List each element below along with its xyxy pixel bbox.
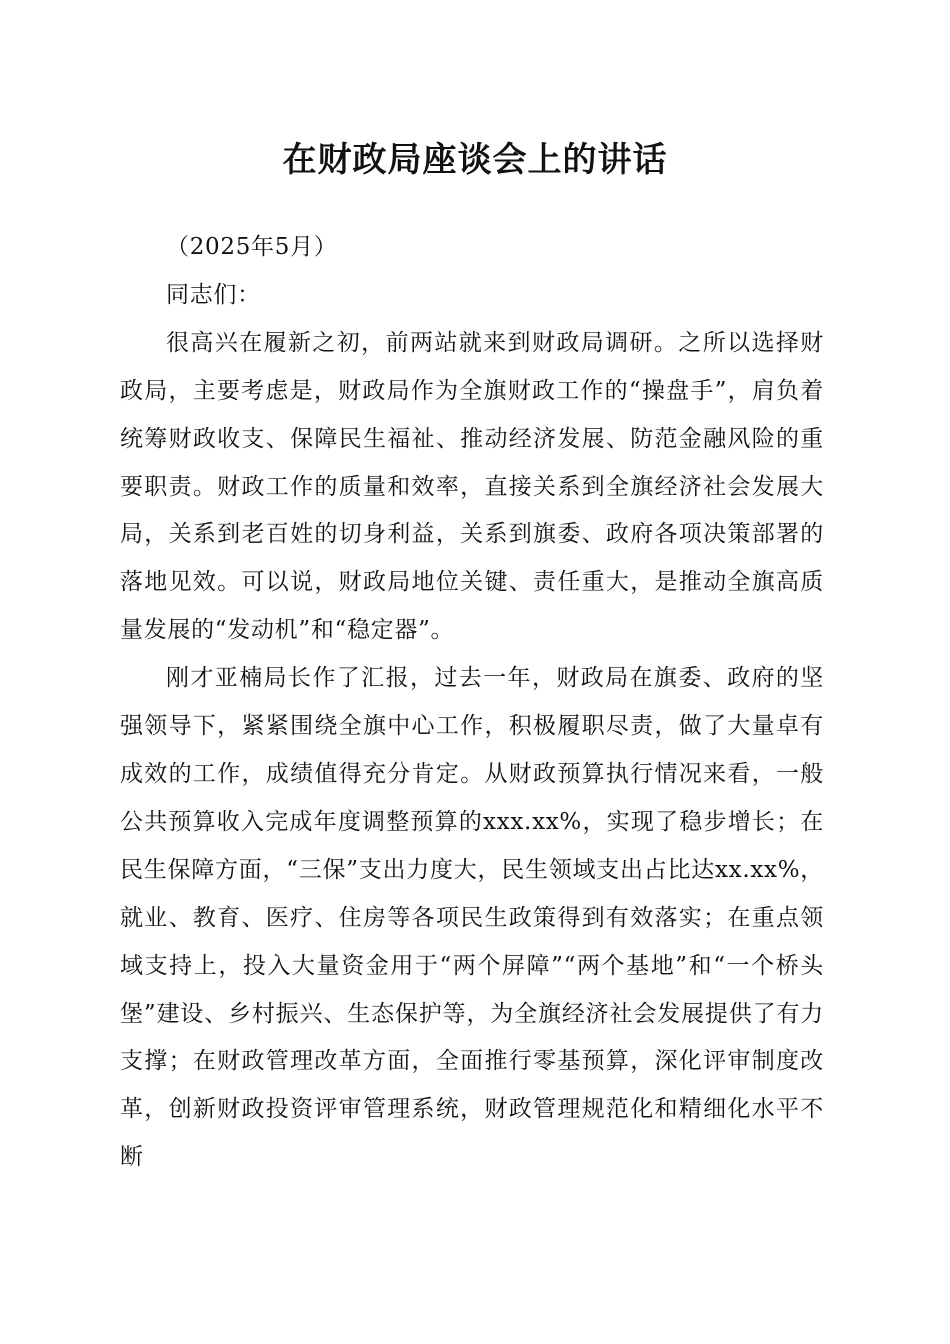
salutation: 同志们：	[166, 281, 261, 308]
paragraph-1: 很高兴在履新之初，前两站就来到财政局调研。之所以选择财政局，主要考虑是，财政局作为全旗财政工作的“操盘手”，肩负着统筹财政收支、保障民生福祉、推动经济发展、防范金融风险的重要职责。财政工作的质量和效率，直接关系到全旗经济社会发展大局，关系到老百姓的切身利益，关系到旗委、政府各项决策部署的落地见效。可以说，财政局地位关键、责任重大，是推动全旗高质量发展的“发动机”和“稳定器”。	[120, 329, 824, 644]
document-body	[120, 224, 824, 1182]
document-date: （2025年5月）	[166, 234, 338, 260]
document-title: 在财政局座谈会上的讲话	[282, 140, 668, 180]
paragraph-2: 刚才亚楠局长作了汇报，过去一年，财政局在旗委、政府的坚强领导下，紧紧围绕全旗中心工作，积极履职尽责，做了大量卓有成效的工作，成绩值得充分肯定。从财政预算执行情况来看，一般公共预算收入完成年度调整预算的xxx.xx%，实现了稳步增长；在民生保障方面，“三保”支出力度大，民生领域支出占比达xx.xx%，就业、教育、医疗、住房等各项民生政策得到有效落实；在重点领域支持上，投入大量资金用于“两个屏障”“两个基地”和“一个桥头堡”建设、乡村振兴、生态保护等，为全旗经济社会发展提供了有力支撑；在财政管理改革方面，全面推行零基预算，深化评审制度改革，创新财政投资评审管理系统，财政管理规范化和精细化水平不断	[120, 665, 824, 1171]
